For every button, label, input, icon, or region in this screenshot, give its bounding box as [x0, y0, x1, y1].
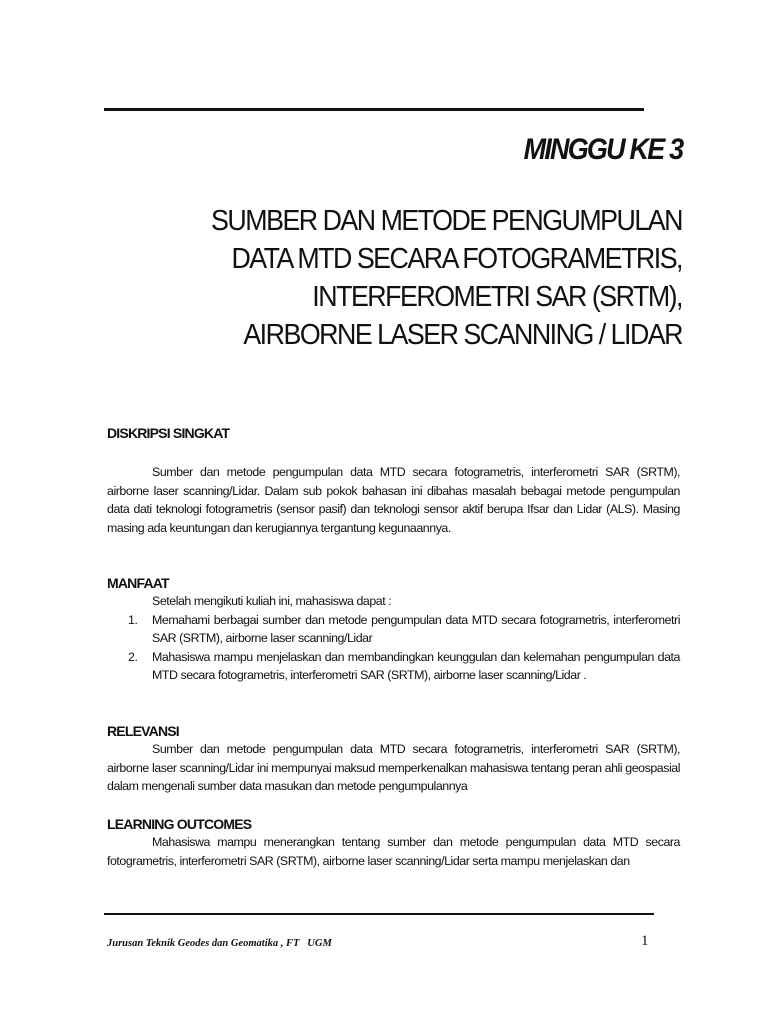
- list-item-number: 2.: [128, 649, 138, 664]
- relevance-section: [107, 722, 680, 796]
- benefits-heading: MANFAAT: [107, 575, 169, 591]
- title-line: SUMBER DAN METODE PENGUMPULAN: [211, 205, 682, 237]
- document-title: [211, 202, 682, 354]
- benefits-intro: Setelah mengikuti kuliah ini, mahasiswa dapat :: [152, 594, 392, 608]
- description-section: [107, 424, 680, 442]
- description-body: [107, 463, 680, 537]
- week-label: MINGGU KE 3: [523, 133, 682, 166]
- list-item: [128, 648, 680, 685]
- relevance-heading: RELEVANSI: [107, 723, 179, 739]
- top-divider: [104, 108, 644, 111]
- learning-outcomes-text: Mahasiswa mampu menerangkan tentang sumber dan metode pengumpulan data MTD secara fotogrametris, interferometri SAR (SRTM), airborne laser scanning/Lidar serta mampu menjelaskan dan: [107, 835, 680, 868]
- footer-institution: Jurusan Teknik Geodes dan Geomatika , FT UGM: [107, 938, 332, 949]
- list-item-text: Mahasiswa mampu menjelaskan dan membandingkan keunggulan dan kelemahan pengumpulan data MTD secara fotogrametris, interferometri SAR (SRTM), airborne laser scanning/Lidar .: [152, 649, 680, 682]
- benefits-section: [107, 574, 680, 685]
- title-line: AIRBORNE LASER SCANNING / LIDAR: [243, 319, 682, 351]
- learning-outcomes-section: [107, 815, 680, 870]
- description-heading: DISKRIPSI SINGKAT: [107, 425, 230, 441]
- learning-outcomes-heading: LEARNING OUTCOMES: [107, 816, 252, 832]
- bottom-divider: [104, 913, 654, 915]
- list-item-number: 1.: [128, 612, 138, 627]
- title-line: INTERFEROMETRI SAR (SRTM),: [312, 281, 682, 313]
- list-item-text: Memahami berbagai sumber dan metode pengumpulan data MTD secara fotogrametris, interferometri SAR (SRTM), airborne laser scanning/Lidar: [152, 612, 680, 645]
- title-line: DATA MTD SECARA FOTOGRAMETRIS,: [231, 243, 683, 275]
- page-number: 1: [641, 933, 649, 949]
- description-text: Sumber dan metode pengumpulan data MTD secara fotogrametris, interferometri SAR (SRTM), airborne laser scanning/Lidar. Dalam sub pokok bahasan ini dibahas masalah bebagai metode pengumpulan data dati teknologi fotogrametris (sensor pasif) dan teknologi sensor aktif berupa Ifsar dan Lidar (ALS). Masing masing ada keuntungan dan kerugiannya tergantung kegunaannya.: [107, 465, 680, 535]
- benefits-list: [107, 611, 680, 685]
- list-item: [128, 611, 680, 648]
- relevance-text: Sumber dan metode pengumpulan data MTD secara fotogrametris, interferometri SAR (SRTM), airborne laser scanning/Lidar ini mempunyai maksud memperkenalkan mahasiswa tentang peran ahli geospasial dalam mengenali sumber data masukan dan metode pengumpulannya: [107, 742, 680, 793]
